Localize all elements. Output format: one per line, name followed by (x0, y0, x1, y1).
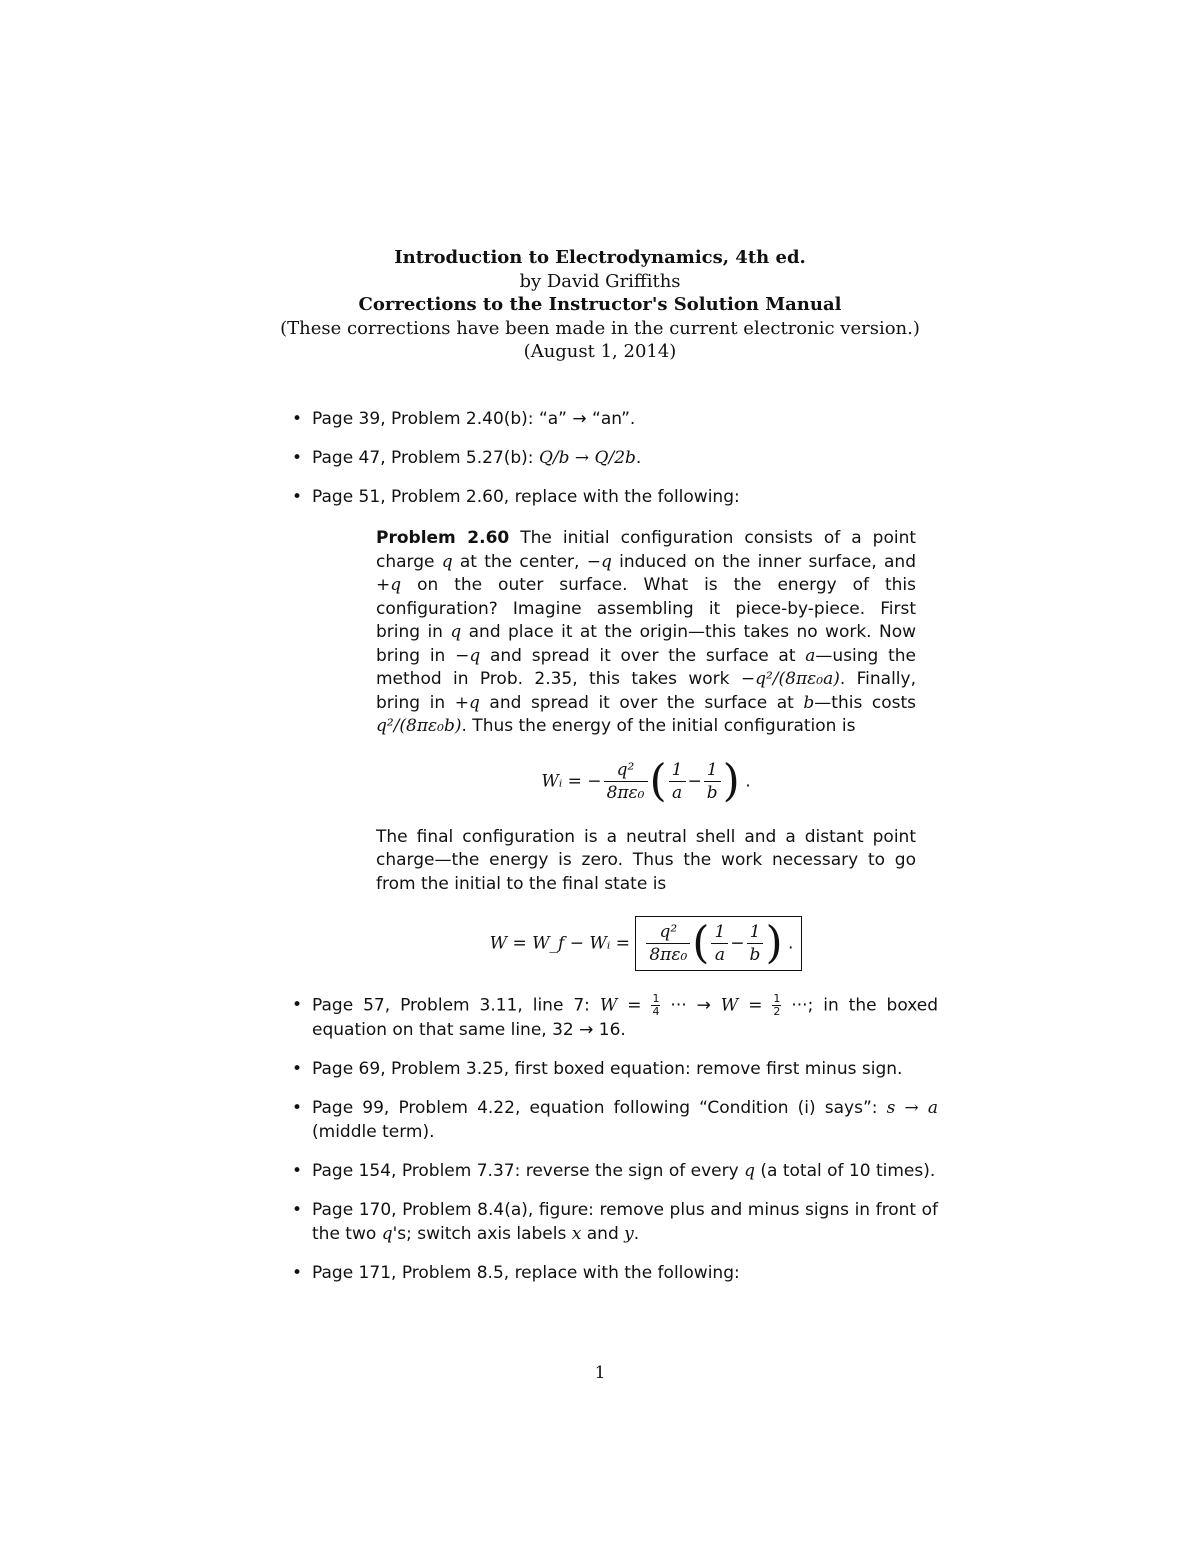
problem-text: at the center, (452, 551, 587, 572)
math-symbol: a (805, 645, 816, 666)
left-paren: ( (649, 755, 667, 806)
correction-text: (middle term). (312, 1122, 435, 1142)
math-expression: W = (599, 995, 652, 1016)
document-author: by David Griffiths (519, 270, 681, 292)
correction-item (290, 407, 938, 431)
math-symbol: q (450, 622, 462, 642)
minus-sign: − (687, 771, 702, 791)
correction-text: Page 69, Problem 3.25, first boxed equation: remove first minus sign. (312, 1059, 903, 1079)
correction-text: ···; in the boxed equation on that same line, 32 → 16. (312, 995, 938, 1040)
fraction (604, 759, 648, 804)
equation-initial-energy (376, 755, 916, 806)
equation-end: . (788, 933, 794, 954)
fraction-denominator: 8πε₀ (606, 782, 645, 803)
left-paren: ( (692, 917, 710, 969)
problem-text: and spread it over the surface at (479, 692, 804, 713)
math-symbol: +q (454, 692, 480, 713)
document-note: (These corrections have been made in the current electronic version.) (280, 317, 920, 339)
problem-paragraph-2: The final configuration is a neutral shell and a distant point charge—the energy is zero. Thus the work necessary to go from the initial to the final state is (376, 826, 916, 894)
correction-text: . (633, 1224, 640, 1244)
bullet-icon: • (292, 1098, 303, 1118)
equation-end: . (745, 771, 751, 791)
fraction (646, 921, 690, 966)
equation-lhs: Wᵢ = − (541, 771, 602, 791)
math-expression: s → a (886, 1098, 938, 1118)
correction-text: Page 47, Problem 5.27(b): (312, 448, 539, 468)
correction-text: Page 170, Problem 8.4(a), figure: remove plus and minus signs in front of the two (312, 1200, 938, 1244)
fraction-denominator: 4 (652, 1005, 660, 1018)
problem-text: and place it at the origin—this takes no work. Now bring in (376, 622, 916, 666)
correction-text: . (635, 448, 642, 468)
correction-text: ··· → (660, 995, 721, 1016)
fraction-numerator: 1 (711, 921, 728, 944)
fraction (747, 921, 764, 966)
problem-text: . Finally, bring in (376, 669, 916, 713)
fraction-denominator: a (672, 782, 683, 803)
problem-text: . Thus the energy of the initial configuration is (461, 716, 856, 736)
fraction-denominator: b (706, 782, 718, 803)
correction-text: Page 51, Problem 2.60, replace with the following: (312, 487, 740, 507)
corrections-list (290, 407, 938, 1285)
page-number: 1 (594, 1363, 606, 1383)
fraction (711, 921, 728, 966)
correction-item (290, 446, 938, 470)
bullet-icon: • (292, 1161, 303, 1181)
fraction-numerator: 1 (669, 759, 686, 782)
fraction-numerator: 1 (773, 992, 781, 1005)
right-paren: ) (722, 755, 740, 806)
fraction-numerator: q² (604, 759, 648, 782)
bullet-icon: • (292, 995, 303, 1015)
minus-sign: − (730, 933, 745, 954)
fraction-numerator: q² (646, 921, 690, 944)
correction-item (290, 1198, 938, 1246)
problem-paragraph-1 (376, 527, 916, 739)
fraction-denominator: a (714, 945, 725, 965)
correction-item (290, 1261, 938, 1285)
problem-text: The initial configuration consists of a point charge (376, 528, 917, 572)
fraction (669, 759, 686, 804)
math-expression: Q/b → Q/2b (538, 448, 636, 468)
fraction-numerator: 1 (747, 921, 764, 944)
right-paren: ) (765, 917, 783, 969)
document-header (200, 246, 1000, 364)
correction-text: 's; switch axis labels (392, 1224, 572, 1244)
problem-text: induced on the inner surface, and (611, 551, 916, 572)
fraction-numerator: 1 (704, 759, 721, 782)
math-symbol: −q (586, 551, 612, 572)
document-title: Introduction to Electrodynamics, 4th ed. (394, 247, 806, 268)
document-subtitle: Corrections to the Instructor's Solution Manual (358, 294, 842, 315)
correction-text: Page 171, Problem 8.5, replace with the following: (312, 1263, 740, 1283)
correction-text: Page 99, Problem 4.22, equation following “Condition (i) says”: (312, 1098, 887, 1118)
math-symbol: +q (376, 575, 402, 595)
fraction-denominator: 8πε₀ (649, 945, 688, 965)
bullet-icon: • (292, 448, 303, 468)
correction-text: (a total of 10 times). (754, 1161, 936, 1181)
correction-item (290, 485, 938, 971)
problem-text: —this costs (814, 692, 916, 713)
problem-text: and spread it over the surface at (480, 645, 806, 666)
bullet-icon: • (292, 1059, 303, 1079)
math-expression: q²/(8πε₀b) (376, 716, 462, 736)
math-symbol: b (803, 692, 815, 713)
bullet-icon: • (292, 1200, 303, 1220)
math-symbol: q (744, 1161, 755, 1181)
correction-text: and (581, 1224, 625, 1244)
fraction-denominator: b (749, 945, 761, 965)
correction-item (290, 1096, 938, 1144)
bullet-icon: • (292, 487, 303, 507)
problem-text: on the outer surface. What is the energy of this configuration? Imagine assembling it piece-by-piece. First bring in (376, 575, 916, 642)
correction-item (290, 993, 938, 1042)
correction-item (290, 1159, 938, 1183)
math-symbol: −q (455, 645, 481, 666)
boxed-answer (635, 916, 802, 971)
math-symbol: x (571, 1224, 582, 1244)
document-date: (August 1, 2014) (523, 341, 677, 362)
math-symbol: q (381, 1224, 393, 1244)
bullet-icon: • (292, 409, 303, 429)
math-expression: W = (720, 995, 773, 1016)
problem-text: —using the method in Prob. 2.35, this takes work (376, 645, 916, 689)
fraction-numerator: 1 (652, 992, 660, 1005)
fraction (704, 759, 721, 804)
problem-title: Problem 2.60 (376, 528, 510, 548)
equation-work (376, 916, 916, 971)
math-expression: −q²/(8πε₀a) (740, 669, 840, 689)
replacement-problem (376, 527, 916, 971)
correction-text: Page 39, Problem 2.40(b): “a” → “an”. (312, 409, 636, 429)
equation-lhs: W = W_f − Wᵢ = (489, 933, 636, 954)
correction-text: Page 57, Problem 3.11, line 7: (312, 995, 600, 1016)
math-symbol: y (624, 1224, 634, 1244)
correction-text: Page 154, Problem 7.37: reverse the sign of every (312, 1161, 745, 1181)
math-symbol: q (441, 551, 453, 572)
correction-item (290, 1057, 938, 1081)
bullet-icon: • (292, 1263, 303, 1283)
fraction-denominator: 2 (773, 1005, 781, 1018)
